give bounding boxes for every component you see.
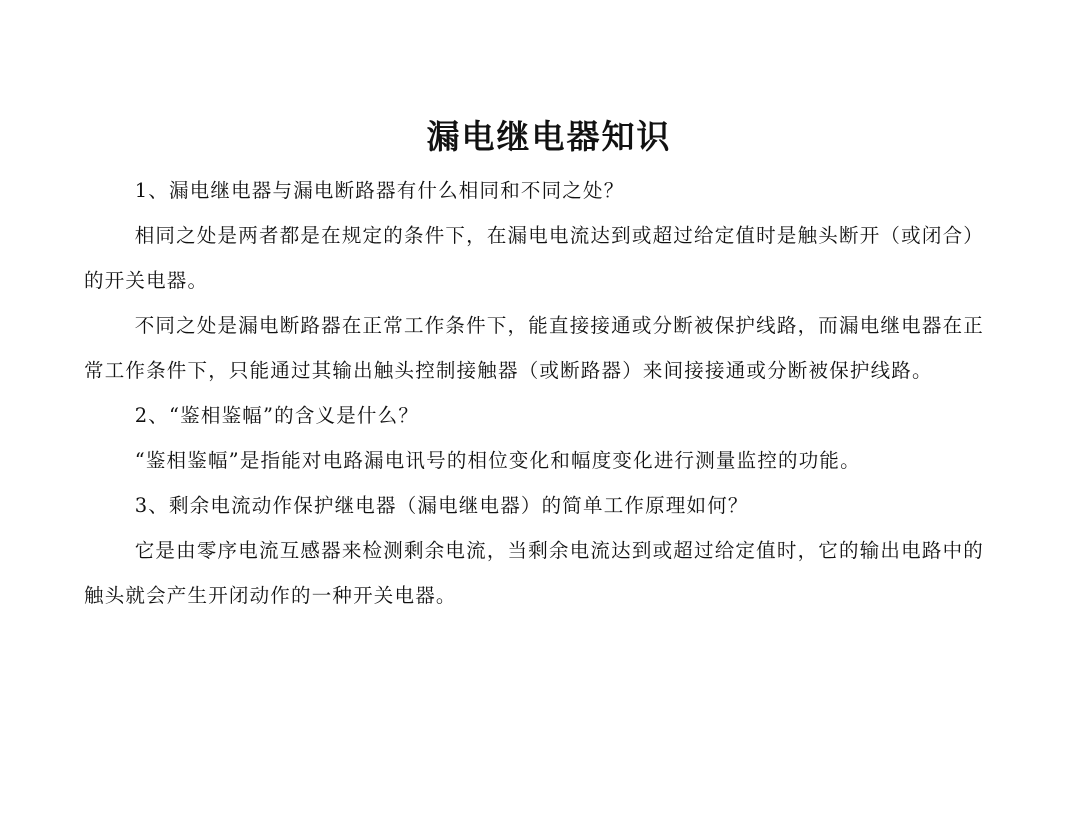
- question-3: 3、剩余电流动作保护继电器（漏电继电器）的简单工作原理如何？: [134, 494, 749, 517]
- answer-3: 它是由零序电流互感器来检测剩余电流，当剩余电流达到或超过给定值时，它的输出电路中的触头就会产生开闭动作的一种开关电器。: [84, 539, 984, 607]
- answer-1-same: 相同之处是两者都是在规定的条件下，在漏电电流达到或超过给定值时是触头断开（或闭合）的开关电器。: [84, 224, 984, 292]
- question-2: 2、“鉴相鉴幅”的含义是什么？: [134, 404, 420, 427]
- question-1: 1、漏电继电器与漏电断路器有什么相同和不同之处？: [134, 179, 625, 202]
- answer-1-different: 不同之处是漏电断路器在正常工作条件下，能直接接通或分断被保护线路，而漏电继电器在正常工作条件下，只能通过其输出触头控制接触器（或断路器）来间接接通或分断被保护线路。: [84, 314, 984, 382]
- document-title: 漏电继电器知识: [426, 117, 672, 156]
- answer-2: “鉴相鉴幅”是指能对电路漏电讯号的相位变化和幅度变化进行测量监控的功能。: [134, 449, 861, 472]
- document-page: [84, 112, 984, 618]
